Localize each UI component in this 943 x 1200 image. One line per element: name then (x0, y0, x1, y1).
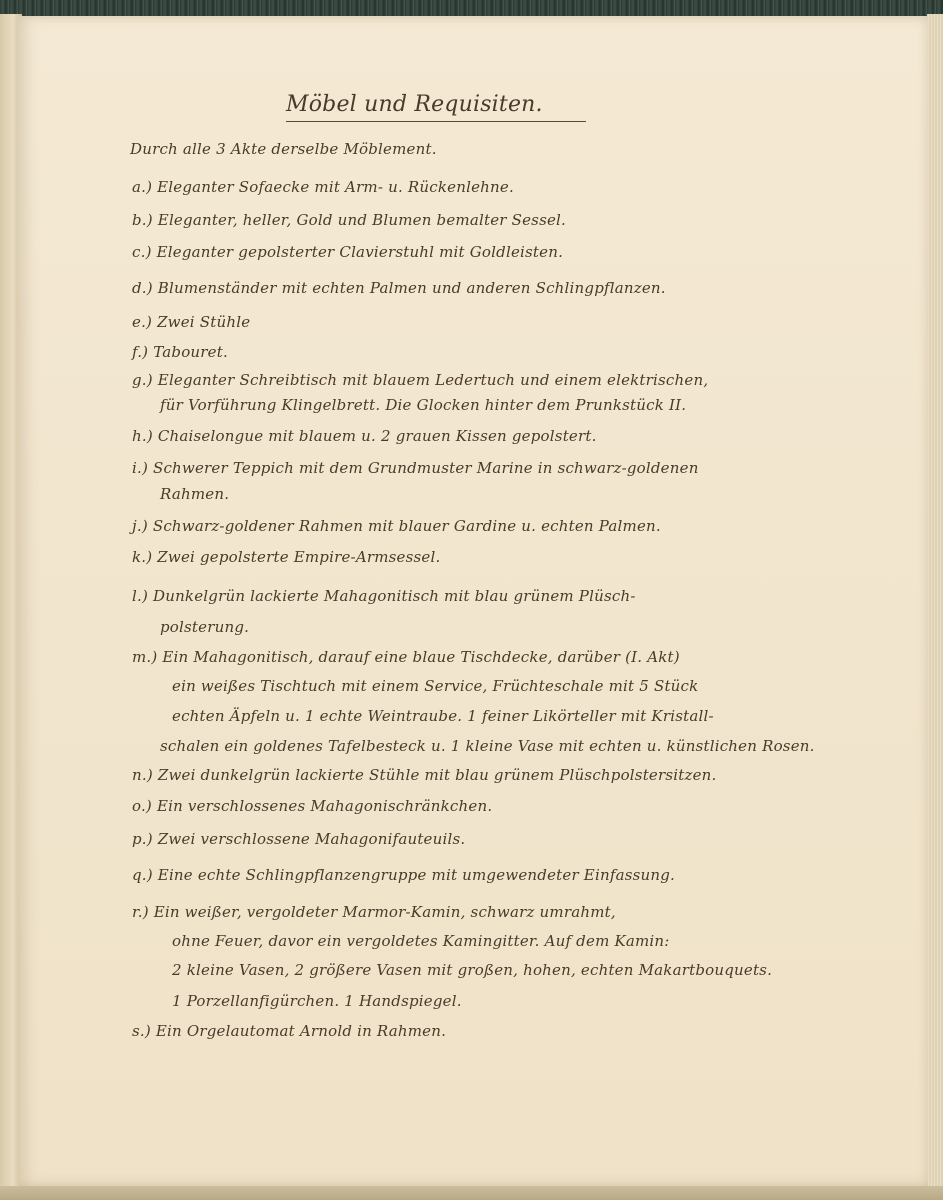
list-item-continuation: ohne Feuer, davor ein vergoldetes Kamingitter. Auf dem Kamin: (172, 932, 670, 950)
list-item: k.) Zwei gepolsterte Empire-Armsessel. (132, 548, 441, 566)
list-item-continuation: 2 kleine Vasen, 2 größere Vasen mit großen, hohen, echten Makartbouquets. (172, 961, 773, 979)
list-item: s.) Ein Orgelautomat Arnold in Rahmen. (132, 1022, 447, 1040)
list-item: e.) Zwei Stühle (132, 313, 251, 331)
list-item-continuation: echten Äpfeln u. 1 echte Weintraube. 1 feiner Likörteller mit Kristall- (172, 707, 714, 725)
list-item-continuation: 1 Porzellanfigürchen. 1 Handspiegel. (172, 992, 462, 1010)
list-item: o.) Ein verschlossenes Mahagonischränkchen. (132, 797, 493, 815)
list-item: r.) Ein weißer, vergoldeter Marmor-Kamin, schwarz umrahmt, (132, 903, 616, 921)
list-item: a.) Eleganter Sofaecke mit Arm- u. Rückenlehne. (132, 178, 514, 196)
list-item: p.) Zwei verschlossene Mahagonifauteuils. (132, 830, 466, 848)
list-item-continuation: polsterung. (160, 618, 250, 636)
list-item: c.) Eleganter gepolsterter Clavierstuhl mit Goldleisten. (132, 243, 564, 261)
list-item: f.) Tabouret. (132, 343, 228, 361)
list-item: l.) Dunkelgrün lackierte Mahagonitisch mit blau grünem Plüsch- (132, 587, 636, 605)
list-item: j.) Schwarz-goldener Rahmen mit blauer Gardine u. echten Palmen. (132, 517, 661, 535)
title-underline (286, 121, 586, 122)
page-stack-edge (927, 14, 943, 1200)
intro-line: Durch alle 3 Akte derselbe Möblement. (130, 140, 437, 158)
list-item: g.) Eleganter Schreibtisch mit blauem Ledertuch und einem elektrischen, (132, 371, 709, 389)
list-item: b.) Eleganter, heller, Gold und Blumen bemalter Sessel. (132, 211, 567, 229)
list-item-continuation: ein weißes Tischtuch mit einem Service, Früchteschale mit 5 Stück (172, 677, 699, 695)
list-item-continuation: Rahmen. (160, 485, 230, 503)
list-item: m.) Ein Mahagonitisch, darauf eine blaue Tischdecke, darüber (I. Akt) (132, 648, 680, 666)
list-item: i.) Schwerer Teppich mit dem Grundmuster Marine in schwarz-goldenen (132, 459, 699, 477)
page-title: Möbel und Requisiten. (286, 92, 543, 117)
list-item: q.) Eine echte Schlingpflanzengruppe mit umgewendeter Einfassung. (132, 866, 675, 884)
marbled-cover-edge (0, 0, 943, 16)
list-item-continuation: schalen ein goldenes Tafelbesteck u. 1 kleine Vase mit echten u. künstlichen Rosen. (160, 737, 815, 755)
book-bottom-edge (0, 1186, 943, 1200)
list-item: d.) Blumenständer mit echten Palmen und anderen Schlingpflanzen. (132, 279, 666, 297)
list-item-continuation: für Vorführung Klingelbrett. Die Glocken hinter dem Prunkstück II. (160, 396, 687, 414)
list-item: h.) Chaiselongue mit blauem u. 2 grauen Kissen gepolstert. (132, 427, 597, 445)
list-item: n.) Zwei dunkelgrün lackierte Stühle mit blau grünem Plüschpolstersitzen. (132, 766, 717, 784)
